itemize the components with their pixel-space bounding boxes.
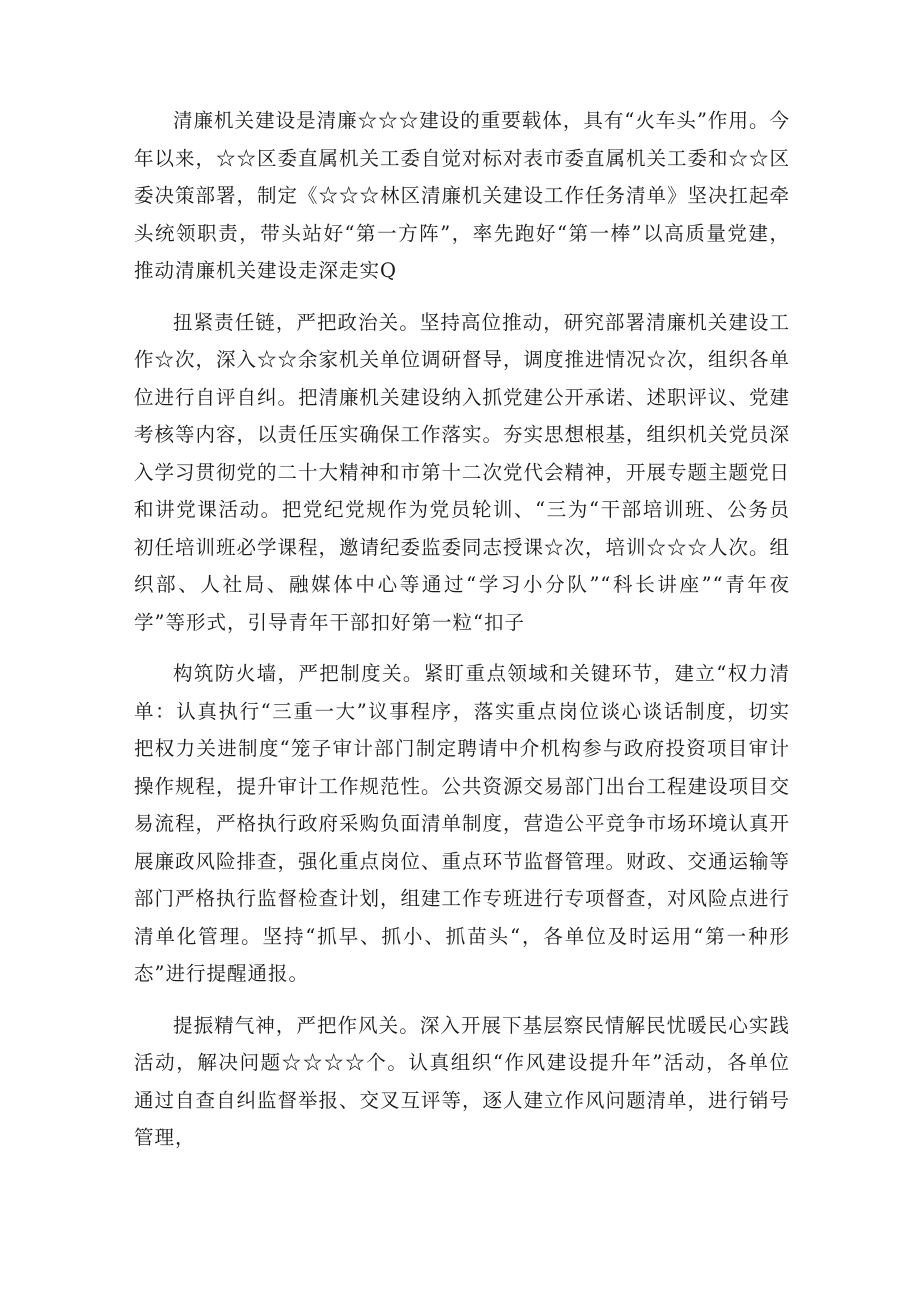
paragraph-system: 构筑防火墙，严把制度关。紧盯重点领域和关键环节，建立“权力清单：认真执行“三重一大”议事程序，落实重点岗位谈心谈话制度，切实把权力关进制度“笼子审计部门制定聘请中介机构参与政府投资项目审计操作规程，提升审计工作规范性。公共资源交易部门出台工程建设项目交易流程，严格执行政府采购负面清单制度，营造公平竞争市场环境认真开展廉政风险排查，强化重点岗位、重点环节监督管理。财政、交通运输等部门严格执行监督检查计划，组建工作专班进行专项督查，对风险点进行清单化管理。坚持“抓早、抓小、抓苗头“，各单位及时运用“第一种形态”进行提醒通报。 <box>134 662 791 985</box>
paragraph-style: 提振精气神，严把作风关。深入开展下基层察民情解民忧暖民心实践活动，解决问题☆☆☆☆个。认真组织“作风建设提升年”活动，各单位通过自查自纠监督举报、交叉互评等，逐人建立作风问题清单，进行销号管理， <box>134 1013 791 1149</box>
paragraph-intro: 清廉机关建设是清廉☆☆☆建设的重要载体，具有“火车头”作用。今年以来，☆☆区委直属机关工委自觉对标对表市委直属机关工委和☆☆区委决策部署，制定《☆☆☆林区清廉机关建设工作任务清单》坚决扛起牵头统领职责，带头站好“第一方阵”，率先跑好“第一棒”以高质量党建，推动清廉机关建设走深走实Q <box>134 109 791 282</box>
paragraph-political: 扭紧责任链，严把政治关。坚持高位推动，研究部署清廉机关建设工作☆次，深入☆☆余家机关单位调研督导，调度推进情况☆次，组织各单位进行自评自纠。把清廉机关建设纳入抓党建公开承诺、述职评议、党建考核等内容，以责任压实确保工作落实。夯实思想根基，组织机关党员深入学习贯彻党的二十大精神和市第十二次党代会精神，开展专题主题党日和讲党课活动。把党纪党规作为党员轮训、“三为“干部培训班、公务员初任培训班必学课程，邀请纪委监委同志授课☆次，培训☆☆☆人次。组织部、人社局、融媒体中心等通过“学习小分队”“科长讲座”“青年夜学”等形式，引导青年干部扣好第一粒“扣子 <box>134 310 791 634</box>
